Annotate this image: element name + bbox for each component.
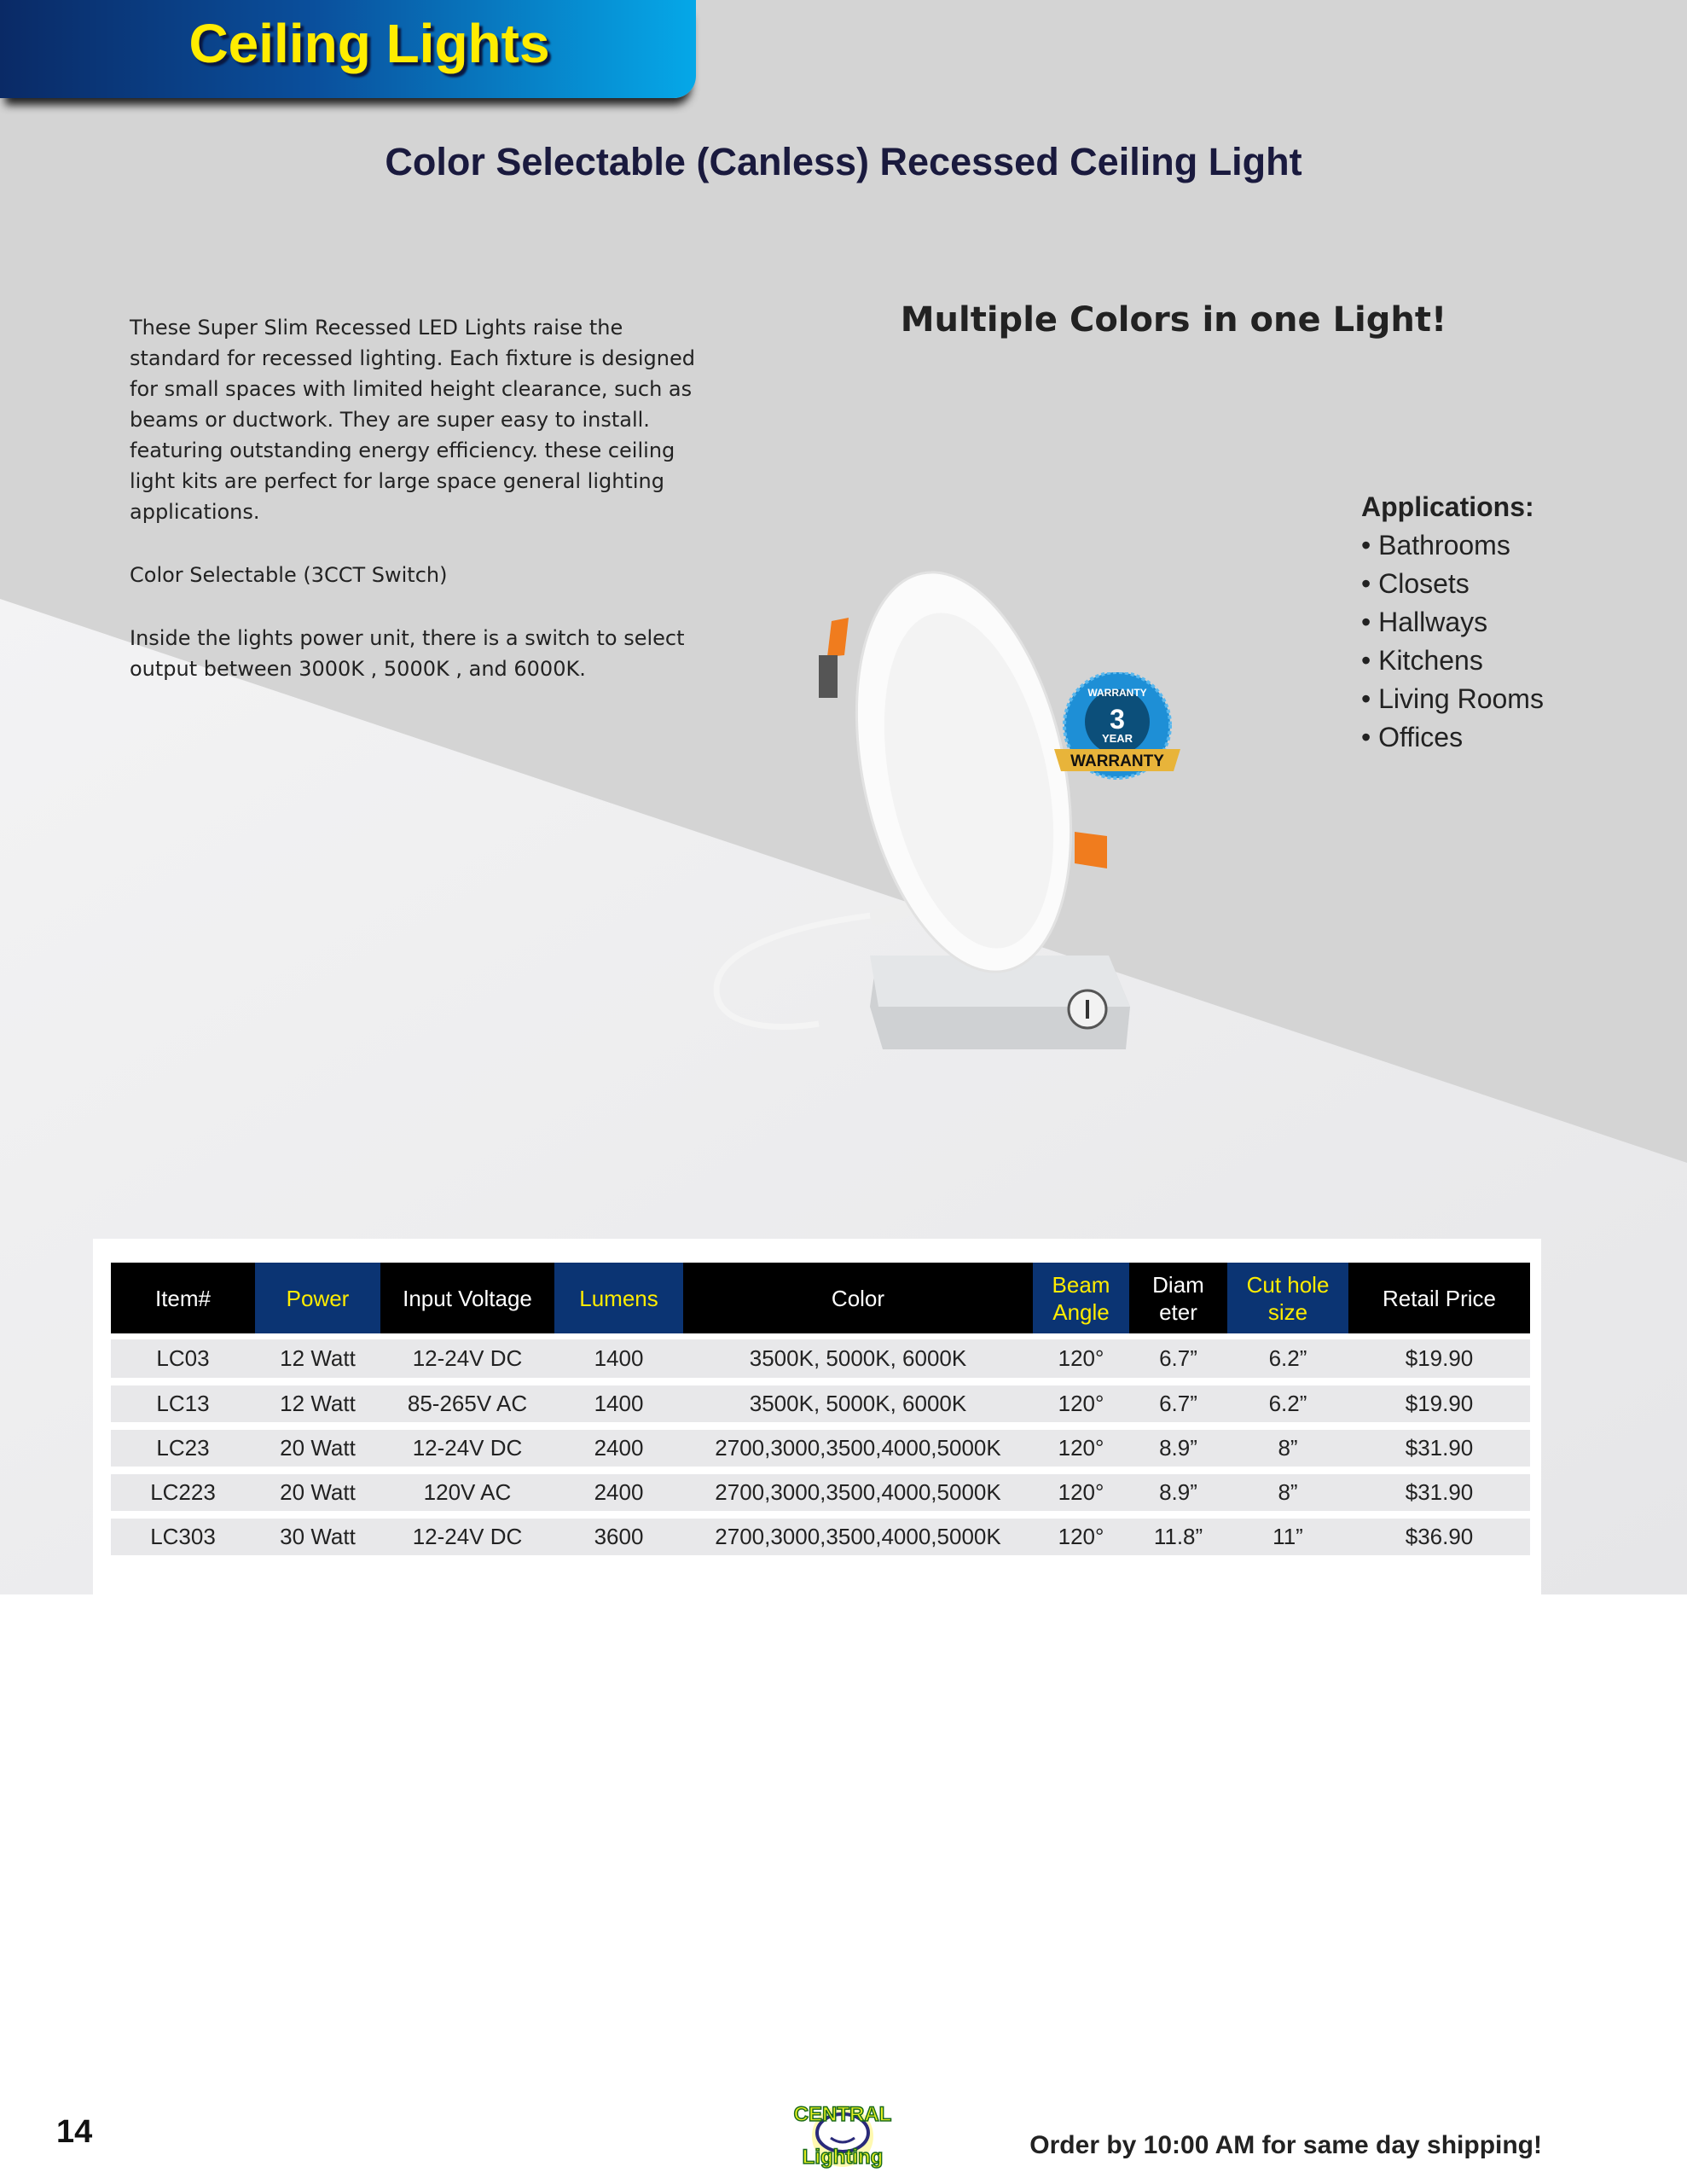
col-header: Retail Price (1348, 1263, 1530, 1333)
applications-heading: Applications: (1361, 491, 1534, 522)
svg-text:CENTRAL: CENTRAL (793, 2103, 892, 2126)
table-cell: 2700,3000,3500,4000,5000K (683, 1467, 1033, 1511)
table-cell: $19.90 (1348, 1333, 1530, 1378)
table-cell: 8” (1227, 1467, 1348, 1511)
col-header: Beam Angle (1033, 1263, 1129, 1333)
table-cell: 120° (1033, 1378, 1129, 1422)
table-cell: 12-24V DC (380, 1422, 554, 1467)
table-cell: $31.90 (1348, 1422, 1530, 1467)
table-row (111, 1378, 1530, 1422)
table-cell: 20 Watt (255, 1467, 380, 1511)
table-cell: 11.8” (1129, 1511, 1227, 1555)
table-cell: 12-24V DC (380, 1333, 554, 1378)
table-cell: 1400 (554, 1378, 683, 1422)
table-cell: 2700,3000,3500,4000,5000K (683, 1511, 1033, 1555)
table-cell: 8” (1227, 1422, 1348, 1467)
page-title: Color Selectable (Canless) Recessed Ceiling Light (385, 140, 1302, 183)
description-paragraph: Inside the lights power unit, there is a switch to select output between 3000K , 5000K , and 6000K. (130, 626, 685, 681)
table-cell: 6.7” (1129, 1378, 1227, 1422)
table-cell: 1400 (554, 1333, 683, 1378)
table-cell: 30 Watt (255, 1511, 380, 1555)
list-item: • Living Rooms (1361, 683, 1544, 714)
table-cell: 6.2” (1227, 1333, 1348, 1378)
applications-list (1361, 488, 1544, 757)
page-number: 14 (56, 2114, 93, 2150)
list-item: • Hallways (1361, 607, 1488, 637)
col-header: Color (683, 1263, 1033, 1333)
product-image (699, 546, 1194, 1066)
table-cell: 6.7” (1129, 1333, 1227, 1378)
tagline: Multiple Colors in one Light! (900, 300, 1447, 340)
col-header: Input Voltage (380, 1263, 554, 1333)
table-row (111, 1511, 1530, 1555)
table-cell: 2400 (554, 1467, 683, 1511)
description-paragraph: These Super Slim Recessed LED Lights raise the standard for recessed lighting. Each fixture is designed for small spaces with limited height clearance, such as beams or ductwork. They are super easy to install. featuring outstanding energy efficiency. these ceiling light kits are perfect for large space general lighting applications. (130, 316, 695, 524)
table-cell: 120° (1033, 1422, 1129, 1467)
table-row (111, 1467, 1530, 1511)
table-cell: 85-265V AC (380, 1378, 554, 1422)
table-cell: 6.2” (1227, 1378, 1348, 1422)
central-lighting-logo (764, 2099, 921, 2169)
table-cell: LC23 (111, 1422, 255, 1467)
table-cell: $36.90 (1348, 1511, 1530, 1555)
shipping-note: Order by 10:00 AM for same day shipping! (1029, 2131, 1542, 2159)
table-cell: 11” (1227, 1511, 1348, 1555)
svg-text:YEAR: YEAR (1101, 732, 1133, 745)
section-title: Ceiling Lights (188, 13, 550, 74)
svg-text:3: 3 (1110, 704, 1125, 735)
table-cell: 12 Watt (255, 1333, 380, 1378)
table-row (111, 1422, 1530, 1467)
table-cell: 3600 (554, 1511, 683, 1555)
list-item: • Offices (1361, 722, 1464, 752)
warranty-badge (1051, 672, 1184, 787)
svg-text:WARRANTY: WARRANTY (1070, 752, 1164, 770)
table-cell: 12 Watt (255, 1378, 380, 1422)
col-header: Item# (111, 1263, 255, 1333)
table-cell: 2400 (554, 1422, 683, 1467)
table-cell: 120° (1033, 1511, 1129, 1555)
table-row (111, 1333, 1530, 1378)
table-cell: 120° (1033, 1333, 1129, 1378)
list-item: • Bathrooms (1361, 530, 1510, 561)
table-cell: $31.90 (1348, 1467, 1530, 1511)
table-cell: 8.9” (1129, 1467, 1227, 1511)
list-item: • Kitchens (1361, 645, 1483, 676)
table-cell: 2700,3000,3500,4000,5000K (683, 1422, 1033, 1467)
table-header-row (111, 1263, 1530, 1333)
table-cell: 20 Watt (255, 1422, 380, 1467)
table-cell: 120° (1033, 1467, 1129, 1511)
svg-text:WARRANTY: WARRANTY (1087, 687, 1147, 699)
table-cell: $19.90 (1348, 1378, 1530, 1422)
table-cell: LC303 (111, 1511, 255, 1555)
table-cell: 12-24V DC (380, 1511, 554, 1555)
description-paragraph: Color Selectable (3CCT Switch) (130, 563, 448, 587)
col-header: Cut hole size (1227, 1263, 1348, 1333)
svg-text:Lighting: Lighting (802, 2146, 884, 2169)
col-header: Power (255, 1263, 380, 1333)
table-cell: 3500K, 5000K, 6000K (683, 1378, 1033, 1422)
spec-table (111, 1263, 1530, 1555)
table-cell: LC13 (111, 1378, 255, 1422)
col-header: Lumens (554, 1263, 683, 1333)
table-cell: LC03 (111, 1333, 255, 1378)
list-item: • Closets (1361, 568, 1470, 599)
table-cell: LC223 (111, 1467, 255, 1511)
product-description (130, 312, 710, 717)
table-cell: 120V AC (380, 1467, 554, 1511)
table-cell: 8.9” (1129, 1422, 1227, 1467)
col-header: Diam eter (1129, 1263, 1227, 1333)
table-cell: 3500K, 5000K, 6000K (683, 1333, 1033, 1378)
